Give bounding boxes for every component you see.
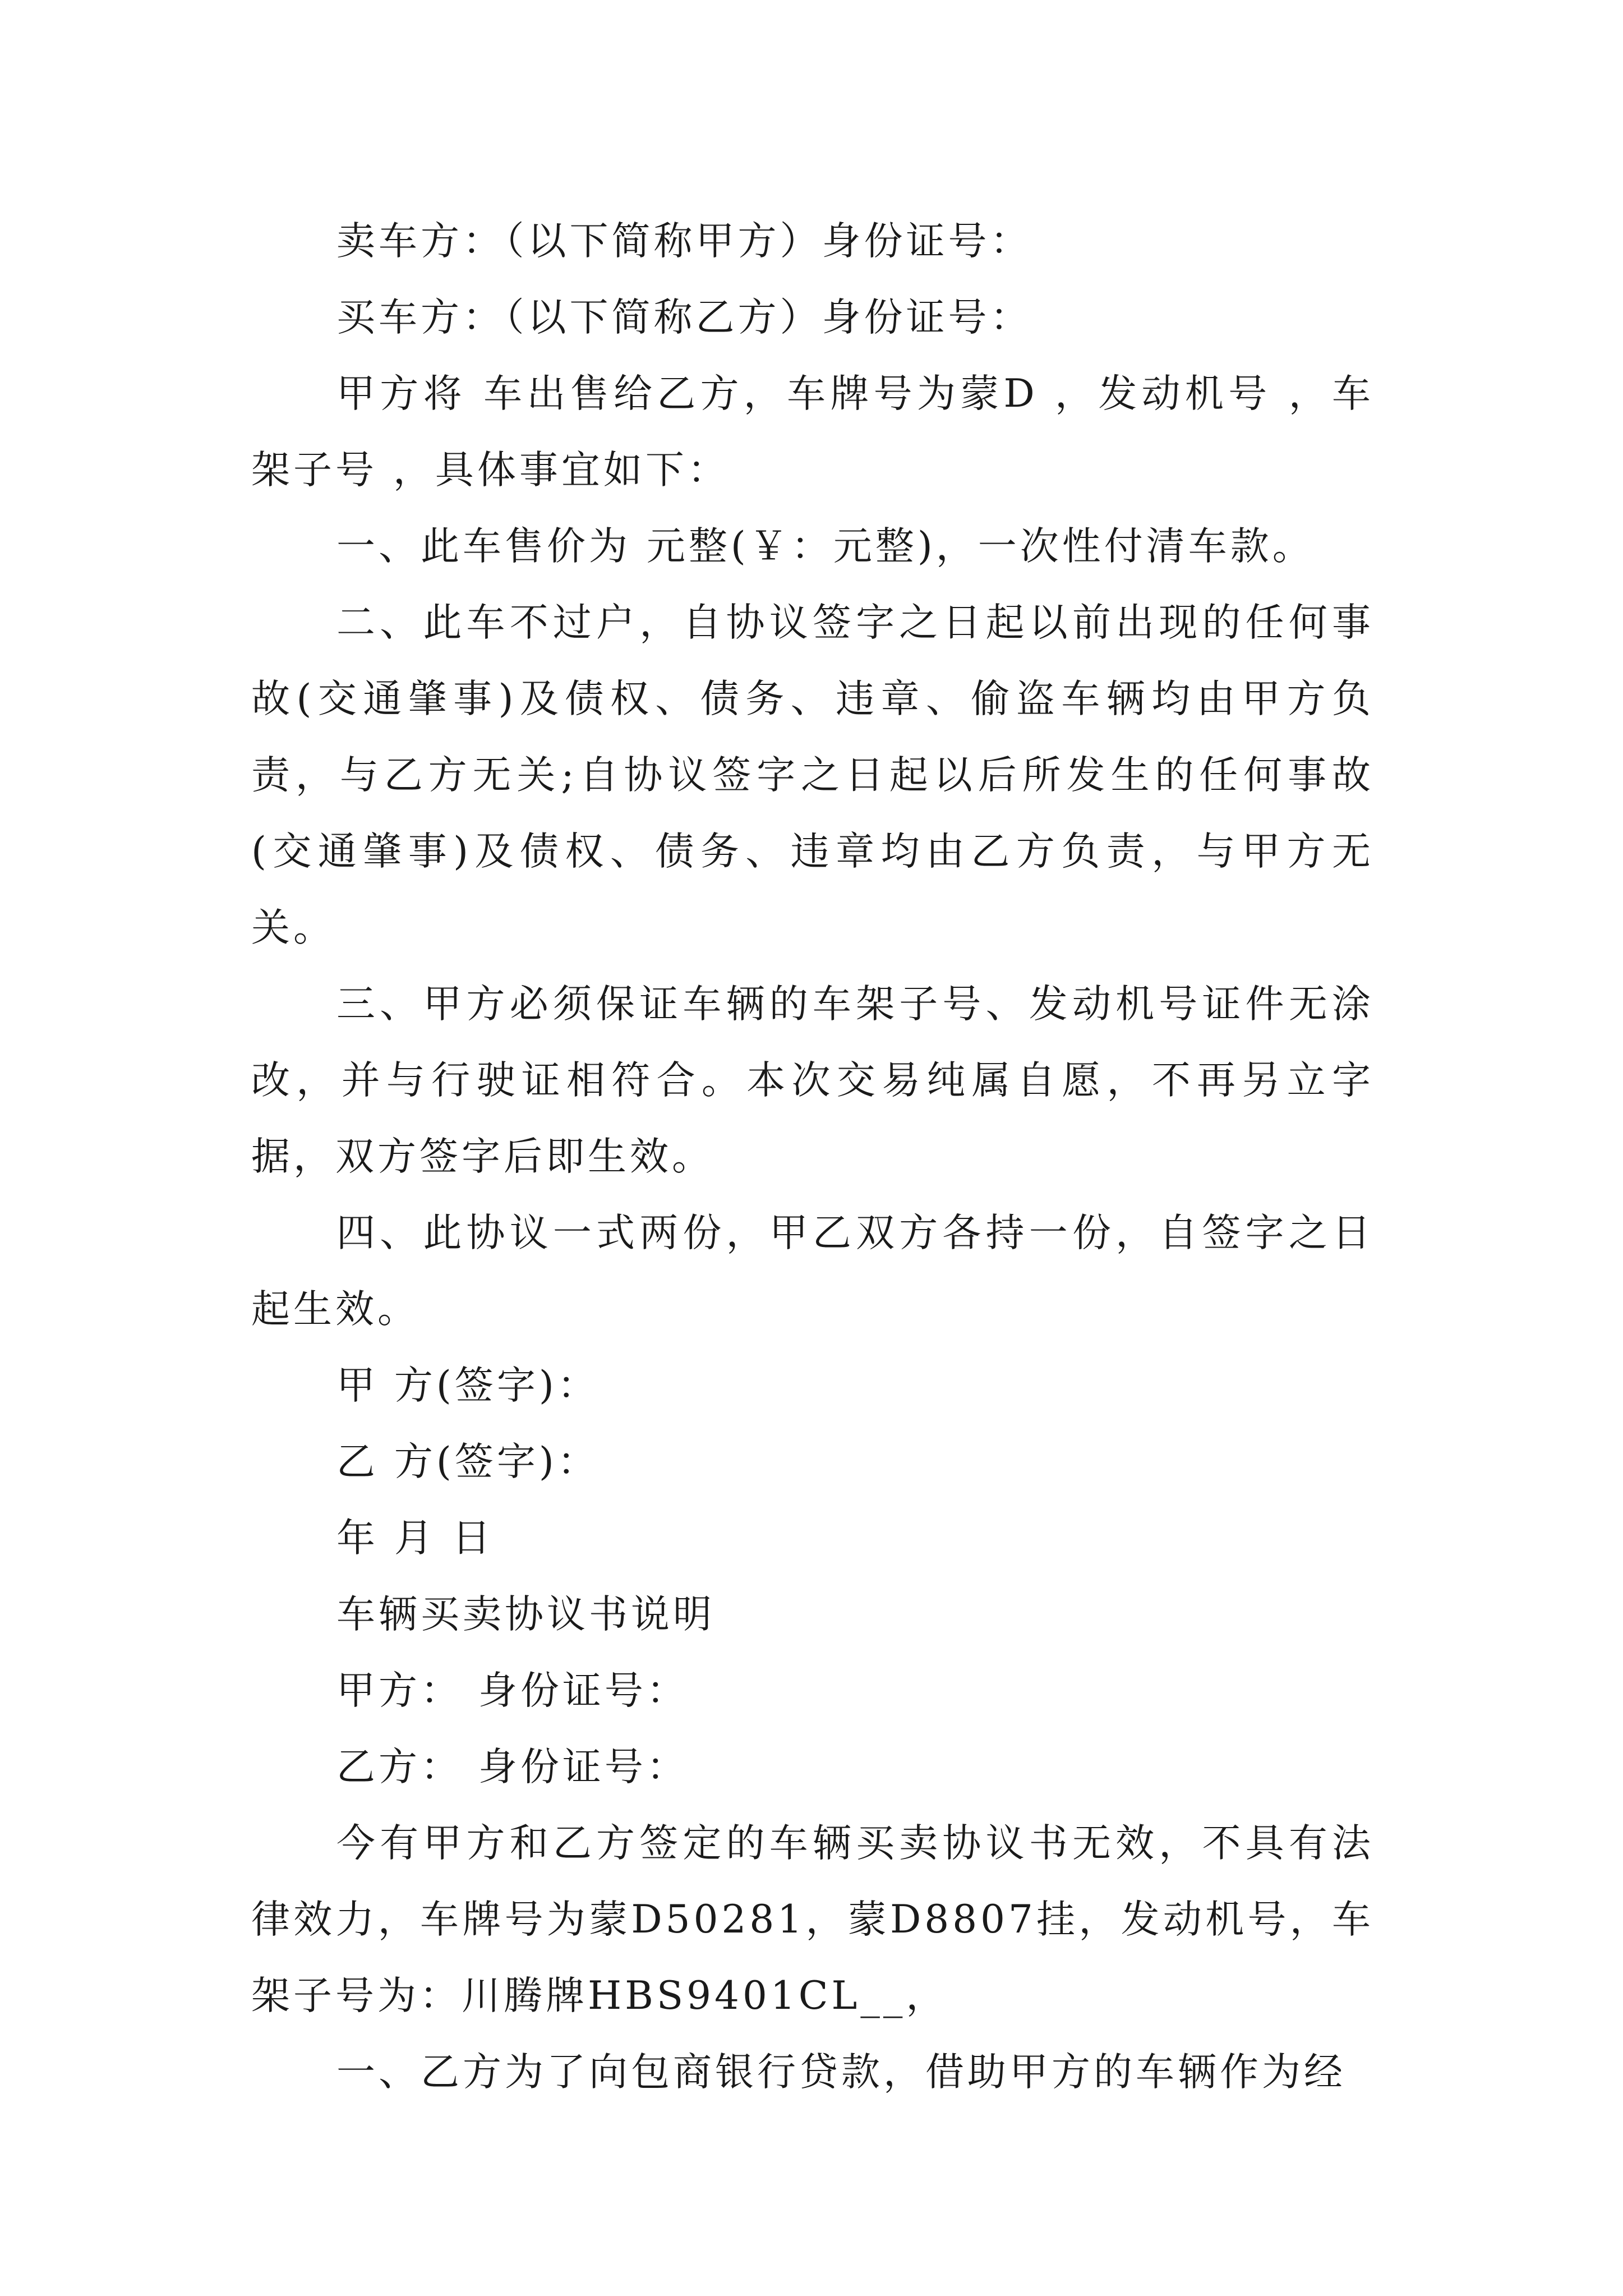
document-body [251,203,1374,2110]
clause-4-copies: 四、此协议一式两份，甲乙双方各持一份，自签字之日起生效。 [251,1211,1374,1332]
party-a-id-line: 甲方： 身份证号： [336,1668,689,1713]
sale-intro-paragraph: 甲方将 车出售给乙方，车牌号为蒙D ，发动机号 ，车架子号 ，具体事宜如下： [251,371,1374,493]
buyer-line: 买车方：（以下简称乙方）身份证号： [336,295,1032,340]
invalidation-paragraph: 今有甲方和乙方签定的车辆买卖协议书无效，不具有法律效力，车牌号为蒙D50281，蒙D8807挂，发动机号，车架子号为：川腾牌HBS9401CL__， [251,1821,1374,2018]
clause-3-guarantee: 三、甲方必须保证车辆的车架子号、发动机号证件无涂改，并与行驶证相符合。本次交易纯属自愿，不再另立字据，双方签字后即生效。 [251,982,1374,1179]
date-line: 年 月 日 [336,1516,494,1561]
section-title: 车辆买卖协议书说明 [336,1592,715,1637]
clause-1-price: 一、此车售价为 元整(￥：元整)，一次性付清车款。 [336,524,1315,569]
party-b-id-line: 乙方： 身份证号： [336,1745,689,1789]
explanation-clause-1: 一、乙方为了向包商银行贷款，借助甲方的车辆作为经 [336,2050,1346,2095]
seller-line: 卖车方：（以下简称甲方）身份证号： [336,219,1032,264]
party-a-signature: 甲 方(签字)： [336,1363,600,1408]
party-b-signature: 乙 方(签字)： [336,1439,600,1484]
clause-2-liability: 二、此车不过户，自协议签字之日起以前出现的任何事故(交通肇事)及债权、债务、违章、偷盗车辆均由甲方负责，与乙方无关;自协议签字之日起以后所发生的任何事故(交通肇事)及债权、债务、违章均由乙方负责，与甲方无关。 [251,600,1374,950]
